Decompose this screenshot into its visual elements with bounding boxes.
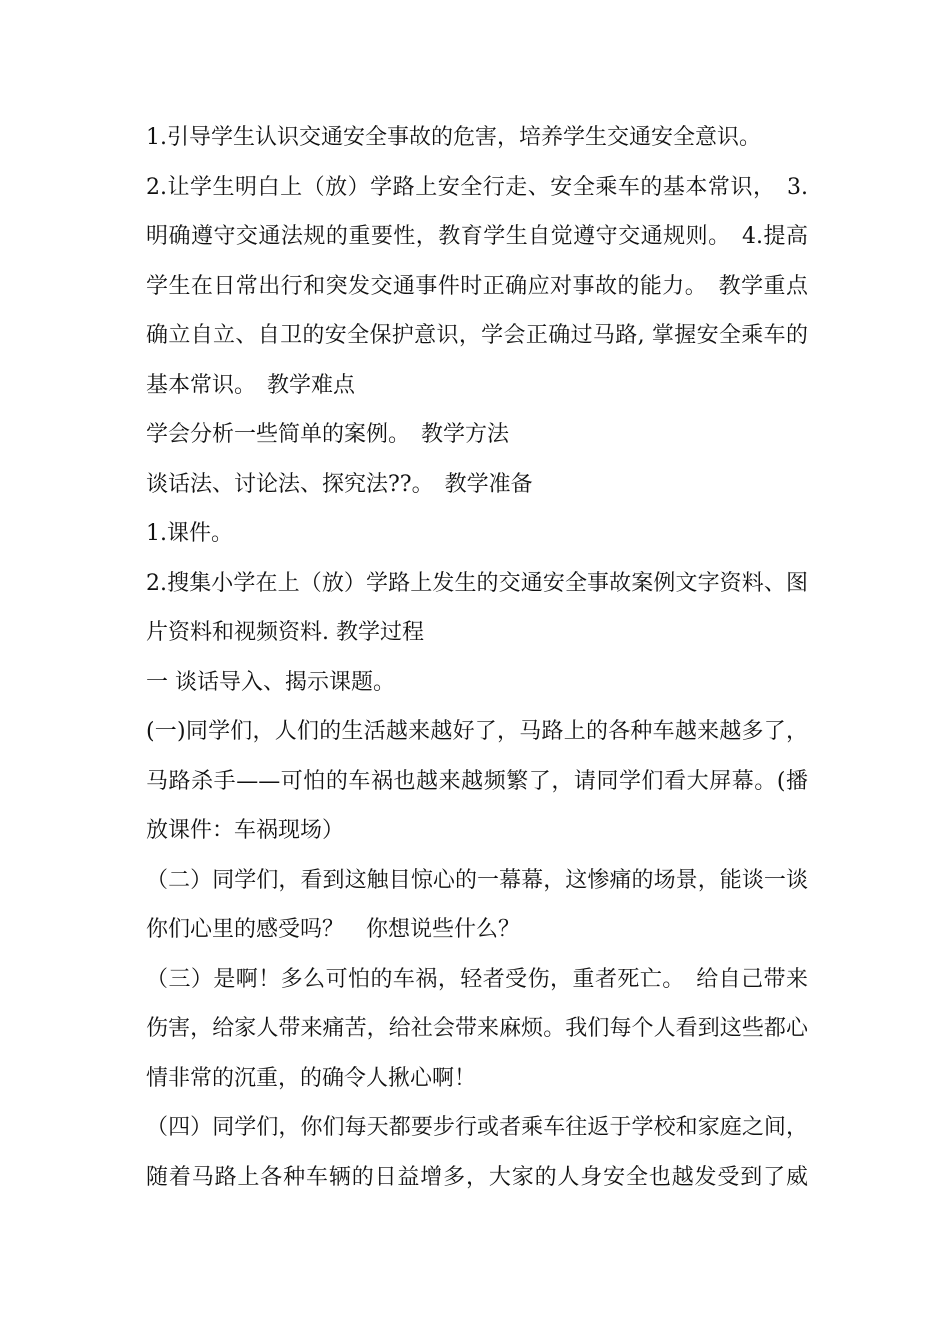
- text-line-10: 2.搜集小学在上（放）学路上发生的交通安全事故案例文字资料、图: [146, 570, 808, 596]
- text-line-20: 情非常的沉重，的确令人揪心啊！: [146, 1065, 477, 1091]
- document-body: [146, 113, 808, 1202]
- text-line-11: 片资料和视频资料. 教学过程: [146, 620, 424, 645]
- text-line-3: 明确遵守交通法规的重要性，教育学生自觉遵守交通规则。 4.提高: [146, 224, 808, 249]
- text-line-14: 马路杀手——可怕的车祸也越来越频繁了，请同学们看大屏幕。(播: [146, 768, 808, 794]
- text-line-5: 确立自立、自卫的安全保护意识，学会正确过马路, 掌握安全乘车的: [146, 323, 808, 348]
- text-line-8: 谈话法、讨论法、探究法??。 教学准备: [146, 471, 533, 497]
- text-line-4: 学生在日常出行和突发交通事件时正确应对事故的能力。 教学重点: [146, 273, 808, 299]
- text-line-21: （四）同学们，你们每天都要步行或者乘车往返于学校和家庭之间，: [146, 1115, 808, 1140]
- text-line-12: 一 谈话导入、揭示课题。: [146, 669, 395, 695]
- text-line-18: （三）是啊！多么可怕的车祸，轻者受伤，重者死亡。 给自己带来: [146, 966, 808, 992]
- text-line-6: 基本常识。 教学难点: [146, 372, 356, 398]
- text-line-16: （二）同学们，看到这触目惊心的一幕幕，这惨痛的场景，能谈一谈: [146, 867, 808, 893]
- text-line-13: (一)同学们，人们的生活越来越好了，马路上的各种车越来越多了，: [146, 719, 808, 744]
- text-line-22: 随着马路上各种车辆的日益增多，大家的人身安全也越发受到了威: [146, 1164, 808, 1190]
- text-line-1: 1.引导学生认识交通安全事故的危害，培养学生交通安全意识。: [146, 125, 761, 150]
- text-line-19: 伤害，给家人带来痛苦，给社会带来麻烦。我们每个人看到这些都心: [146, 1016, 808, 1041]
- text-line-7: 学会分析一些简单的案例。 教学方法: [146, 422, 510, 447]
- text-line-17: 你们心里的感受吗？ 你想说些什么？: [146, 917, 521, 942]
- text-line-15: 放课件：车祸现场）: [146, 818, 345, 843]
- text-line-2: 2.让学生明白上（放）学路上安全行走、安全乘车的基本常识， 3.: [146, 174, 808, 200]
- text-line-9: 1.课件。: [146, 521, 233, 546]
